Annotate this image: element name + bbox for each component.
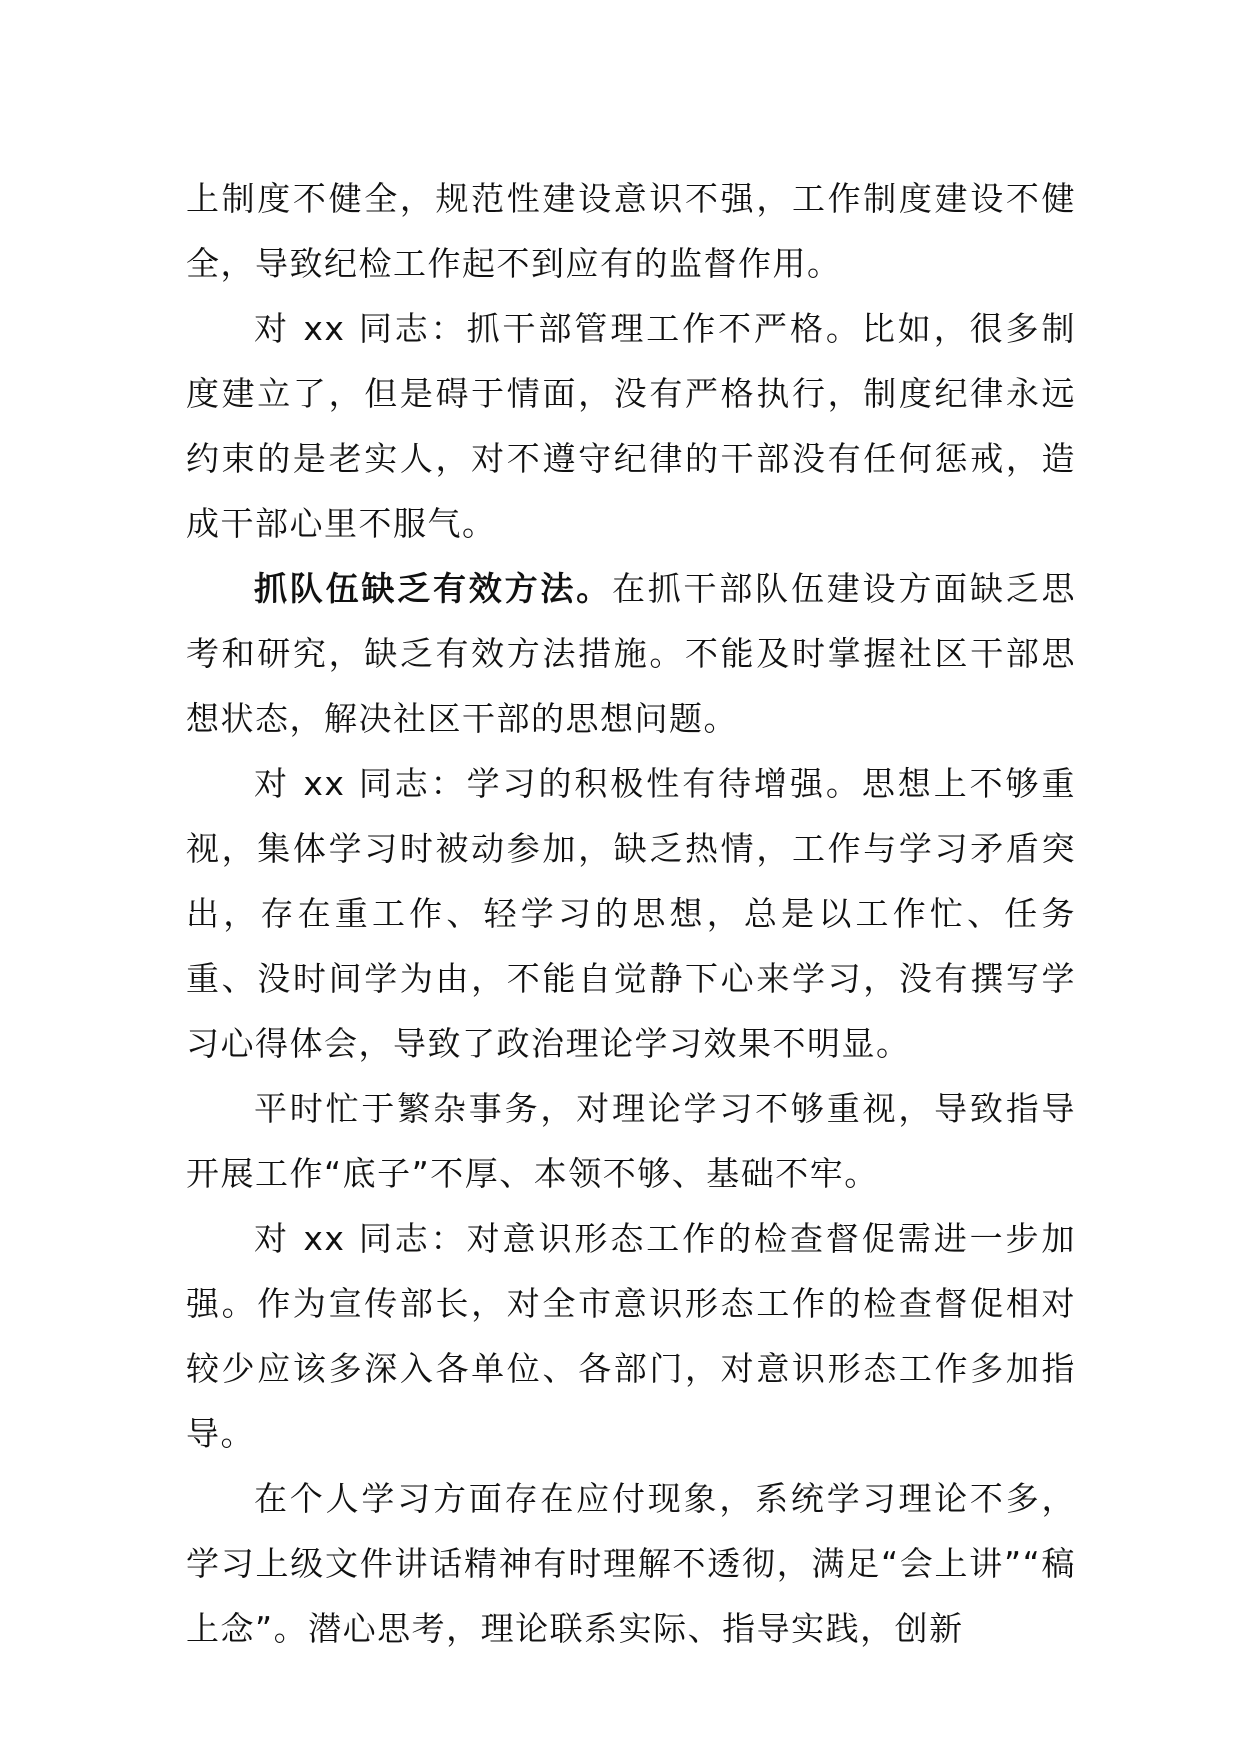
paragraph-text: 平时忙于繁杂事务，对理论学习不够重视，导致指导开展工作“底子”不厚、本领不够、基础不牢。 [186,1089,1076,1193]
paragraph-text: 在个人学习方面存在应付现象，系统学习理论不多，学习上级文件讲话精神有时理解不透彻，满足“会上讲”“稿上念”。潜心思考，理论联系实际、指导实践，创新 [186,1479,1076,1648]
paragraph-text: 对 xx 同志：对意识形态工作的检查督促需进一步加强。作为宣传部长，对全市意识形态工作的检查督促相对较少应该多深入各单位、各部门，对意识形态工作多加指导。 [186,1219,1076,1453]
paragraph-text: 上制度不健全，规范性建设意识不强，工作制度建设不健全，导致纪检工作起不到应有的监督作用。 [186,179,1076,283]
paragraph-7 [186,1466,1076,1661]
paragraph-text: 对 xx 同志：学习的积极性有待增强。思想上不够重视，集体学习时被动参加，缺乏热情，工作与学习矛盾突出，存在重工作、轻学习的思想，总是以工作忙、任务重、没时间学为由，不能自觉静下心来学习，没有撰写学习心得体会，导致了政治理论学习效果不明显。 [186,764,1076,1063]
paragraph-3 [186,556,1076,751]
paragraph-4 [186,751,1076,1076]
paragraph-bold-lead: 抓队伍缺乏有效方法。 [254,569,612,608]
paragraph-1 [186,166,1076,296]
paragraph-5 [186,1076,1076,1206]
document-page [186,166,1076,1661]
paragraph-text: 对 xx 同志：抓干部管理工作不严格。比如，很多制度建立了，但是碍于情面，没有严格执行，制度纪律永远约束的是老实人，对不遵守纪律的干部没有任何惩戒，造成干部心里不服气。 [186,309,1076,543]
paragraph-2 [186,296,1076,556]
paragraph-6 [186,1206,1076,1466]
paragraph-text: 在抓干部队伍建设方面缺乏思考和研究，缺乏有效方法措施。不能及时掌握社区干部思想状态，解决社区干部的思想问题。 [186,569,1077,738]
